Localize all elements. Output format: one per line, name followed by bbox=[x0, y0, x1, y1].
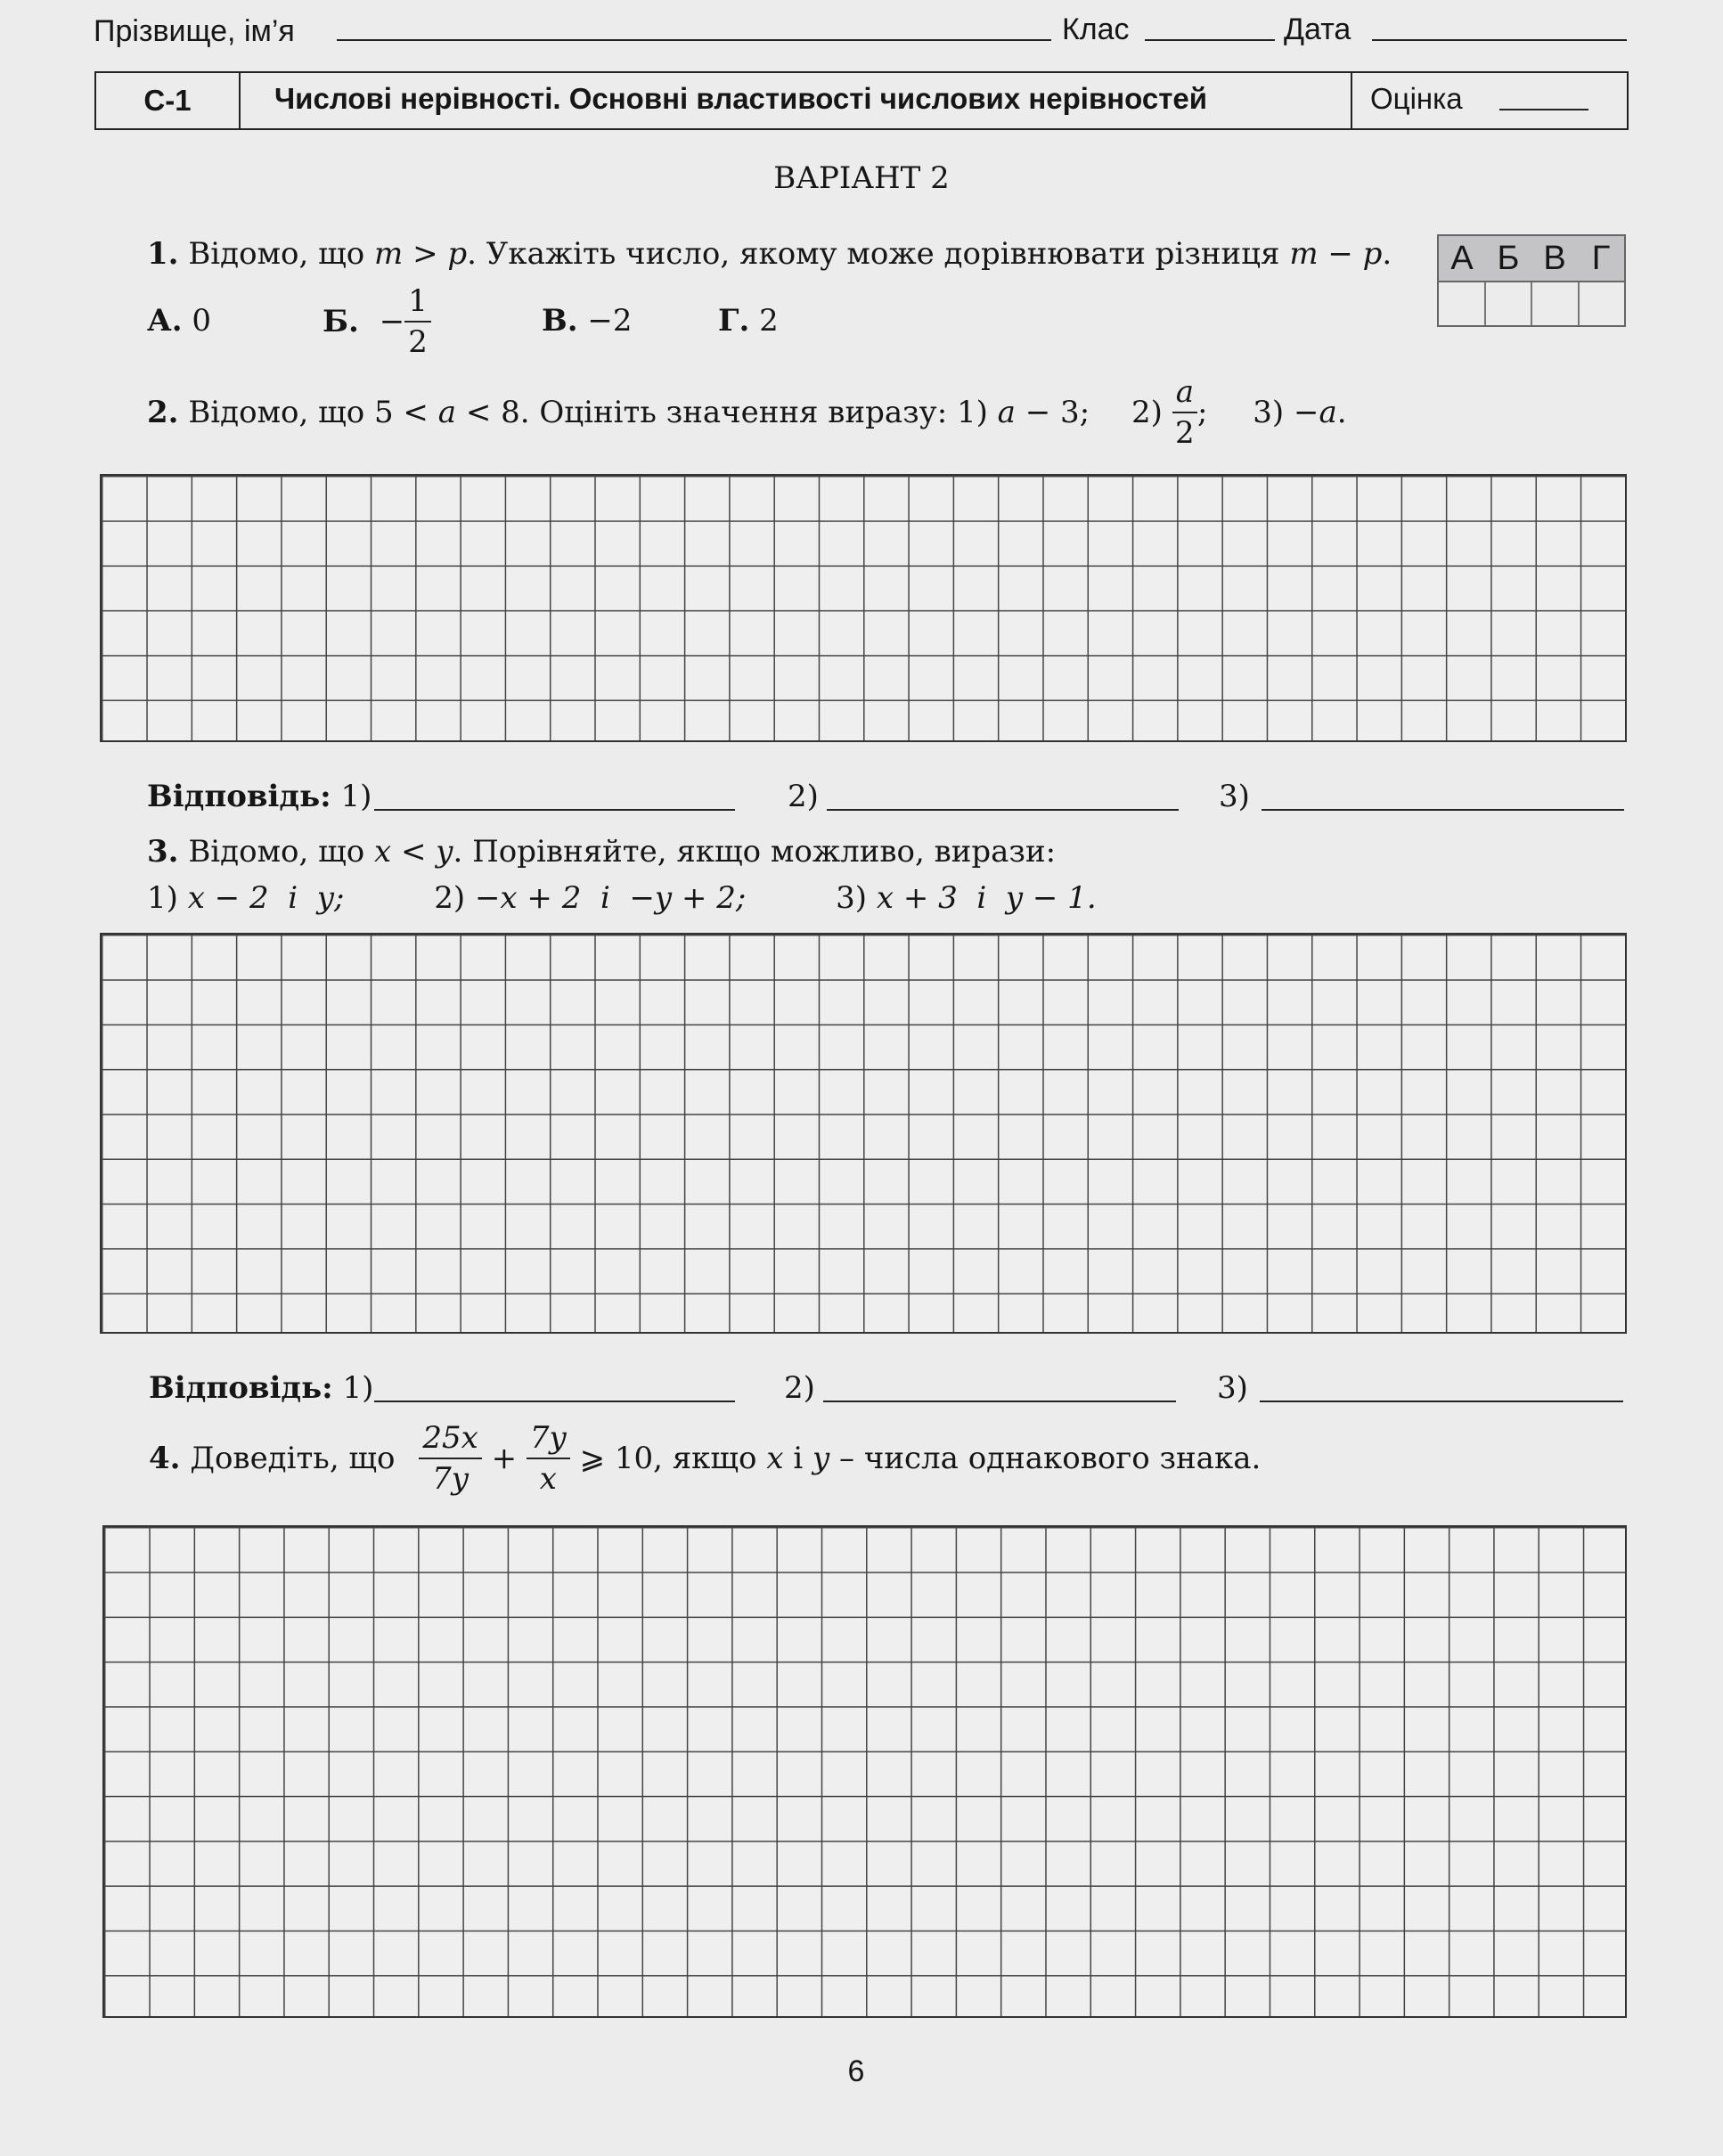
choice-cell-b[interactable] bbox=[1486, 282, 1533, 325]
task4-fraction1-den: 7y bbox=[432, 1461, 469, 1497]
task2-text-a: Відомо, що 5 < bbox=[188, 395, 429, 430]
task3-item3-expr: x + 3 і y − 1. bbox=[876, 880, 1097, 916]
task3-statement bbox=[147, 834, 1056, 870]
answer-part1-label: 1) bbox=[340, 779, 372, 814]
work-grid-task2[interactable] bbox=[100, 474, 1627, 742]
option-v-label: В. bbox=[542, 303, 578, 339]
task1-text-c: . bbox=[1382, 236, 1392, 272]
option-a-value: 0 bbox=[192, 303, 211, 339]
class-label: Клас bbox=[1062, 12, 1130, 46]
variant-title: ВАРІАНТ 2 bbox=[773, 160, 950, 196]
grade-field[interactable] bbox=[1499, 109, 1588, 110]
class-field[interactable] bbox=[1145, 39, 1275, 41]
task1-text-a: Відомо, що bbox=[188, 236, 365, 272]
name-field[interactable] bbox=[337, 39, 1051, 41]
name-label: Прізвище, ім’я bbox=[94, 14, 295, 48]
work-grid-task3[interactable] bbox=[100, 933, 1627, 1334]
choice-cell-a[interactable] bbox=[1439, 282, 1486, 325]
task2-semicolon: ; bbox=[1196, 395, 1208, 430]
task4-text-b: ⩾ 10, якщо bbox=[579, 1441, 757, 1476]
section-code bbox=[96, 73, 241, 128]
task1-var-p: p bbox=[447, 236, 468, 272]
task4-text-a: Доведіть, що bbox=[190, 1441, 396, 1476]
task4-fraction1-num: 25x bbox=[419, 1420, 481, 1459]
task3-text-a: Відомо, що bbox=[188, 834, 365, 870]
answer-part2-label: 2) bbox=[788, 779, 819, 814]
task2-answer3-field[interactable] bbox=[1262, 809, 1624, 811]
task1-option-a bbox=[147, 303, 211, 339]
option-g-label: Г. bbox=[718, 303, 750, 339]
answer-part3-label-2: 3) bbox=[1217, 1370, 1248, 1406]
task3-condition: x < y bbox=[374, 834, 453, 870]
task4-var-x: x bbox=[766, 1441, 784, 1476]
option-b-num: 1 bbox=[404, 283, 431, 323]
task2-var: a bbox=[437, 395, 457, 430]
answer-part3-label: 3) bbox=[1219, 779, 1250, 814]
option-a-label: А. bbox=[147, 303, 183, 339]
task2-part3: 3) − bbox=[1253, 395, 1319, 430]
task3-items bbox=[147, 880, 1097, 916]
option-g-value: 2 bbox=[759, 303, 779, 339]
task3-item2-label: 2) bbox=[434, 880, 466, 916]
task1-option-g bbox=[718, 303, 779, 339]
answer-choice-cells bbox=[1439, 282, 1624, 325]
section-code-text: С-1 bbox=[143, 84, 192, 117]
task2-number: 2. bbox=[147, 395, 179, 430]
choice-header-a: А bbox=[1450, 240, 1474, 277]
task4-statement bbox=[149, 1420, 1261, 1497]
option-b-den: 2 bbox=[408, 324, 428, 360]
task2-expr1-var: a bbox=[997, 395, 1016, 430]
answer-row-task2 bbox=[147, 779, 372, 814]
task3-number: 3. bbox=[147, 834, 179, 870]
title-box bbox=[94, 71, 1629, 130]
task2-dot: . bbox=[1336, 395, 1347, 430]
work-grid-task4[interactable] bbox=[102, 1525, 1627, 2018]
answer-part2-label-2: 2) bbox=[784, 1370, 815, 1406]
task3-answer2-field[interactable] bbox=[823, 1401, 1176, 1402]
task2-fraction bbox=[1172, 374, 1197, 451]
task2-answer2-field[interactable] bbox=[827, 809, 1179, 811]
task4-text-c: – числа однакового знака. bbox=[839, 1441, 1262, 1476]
answer-label: Відповідь: bbox=[147, 779, 331, 814]
task4-fraction2-num: 7y bbox=[527, 1420, 570, 1459]
task3-item3-label: 3) bbox=[836, 880, 868, 916]
task4-and: і bbox=[793, 1441, 804, 1476]
task1-var-m: m bbox=[374, 236, 404, 272]
task3-item1-label: 1) bbox=[147, 880, 178, 916]
task3-item1-expr: x − 2 і y; bbox=[187, 880, 345, 916]
task2-expr1-rest: − 3; bbox=[1025, 395, 1090, 430]
task3-item2-expr: −x + 2 і −y + 2; bbox=[474, 880, 747, 916]
topic-title: Числові нерівності. Основні властивості числових нерівностей bbox=[274, 82, 1208, 115]
choice-header-g: Г bbox=[1591, 240, 1611, 277]
option-v-value: −2 bbox=[587, 303, 633, 339]
task2-answer1-field[interactable] bbox=[374, 809, 735, 811]
task3-answer3-field[interactable] bbox=[1260, 1401, 1623, 1402]
answer-part1-label-2: 1) bbox=[342, 1370, 374, 1406]
task4-fraction2 bbox=[527, 1420, 570, 1497]
choice-cell-v[interactable] bbox=[1532, 282, 1580, 325]
task3-text-b: . Порівняйте, якщо можливо, вирази: bbox=[453, 834, 1057, 870]
task1-option-b bbox=[323, 283, 431, 360]
task1-text-b: . Укажіть число, якому може дорівнювати різниця bbox=[467, 236, 1280, 272]
task2-expr3-var: a bbox=[1319, 395, 1337, 430]
option-b-label: Б. bbox=[323, 304, 359, 339]
date-label: Дата bbox=[1284, 12, 1351, 46]
task2-fraction-den: 2 bbox=[1175, 415, 1195, 451]
option-b-fraction bbox=[404, 283, 431, 360]
grade-cell bbox=[1351, 73, 1629, 128]
choice-header-v: В bbox=[1543, 240, 1566, 277]
answer-row-task3 bbox=[149, 1370, 373, 1406]
choice-cell-g[interactable] bbox=[1580, 282, 1625, 325]
task2-statement bbox=[147, 374, 1347, 451]
task1-option-v bbox=[542, 303, 633, 339]
task1-statement bbox=[147, 236, 1392, 272]
task4-var-y: y bbox=[813, 1441, 830, 1476]
option-b-sign: − bbox=[379, 304, 405, 339]
answer-label-2: Відповідь: bbox=[149, 1370, 333, 1406]
task1-number: 1. bbox=[147, 236, 179, 272]
choice-header-b: Б bbox=[1497, 240, 1520, 277]
task1-op: > bbox=[412, 236, 438, 272]
page-number: 6 bbox=[847, 2054, 865, 2088]
task4-number: 4. bbox=[149, 1441, 181, 1476]
grade-label: Оцінка bbox=[1370, 82, 1463, 115]
task4-plus: + bbox=[491, 1441, 518, 1476]
answer-choice-header bbox=[1439, 236, 1624, 282]
task4-fraction1 bbox=[419, 1420, 481, 1497]
task3-answer1-field[interactable] bbox=[374, 1401, 735, 1402]
task4-fraction2-den: x bbox=[539, 1461, 557, 1497]
task1-expr: m − p bbox=[1289, 236, 1383, 272]
date-field[interactable] bbox=[1372, 39, 1627, 41]
task2-text-b: < 8. Оцініть значення виразу: 1) bbox=[465, 395, 988, 430]
task2-fraction-num: a bbox=[1172, 374, 1197, 413]
answer-choice-table bbox=[1437, 234, 1626, 327]
task2-part2: 2) bbox=[1131, 395, 1163, 430]
